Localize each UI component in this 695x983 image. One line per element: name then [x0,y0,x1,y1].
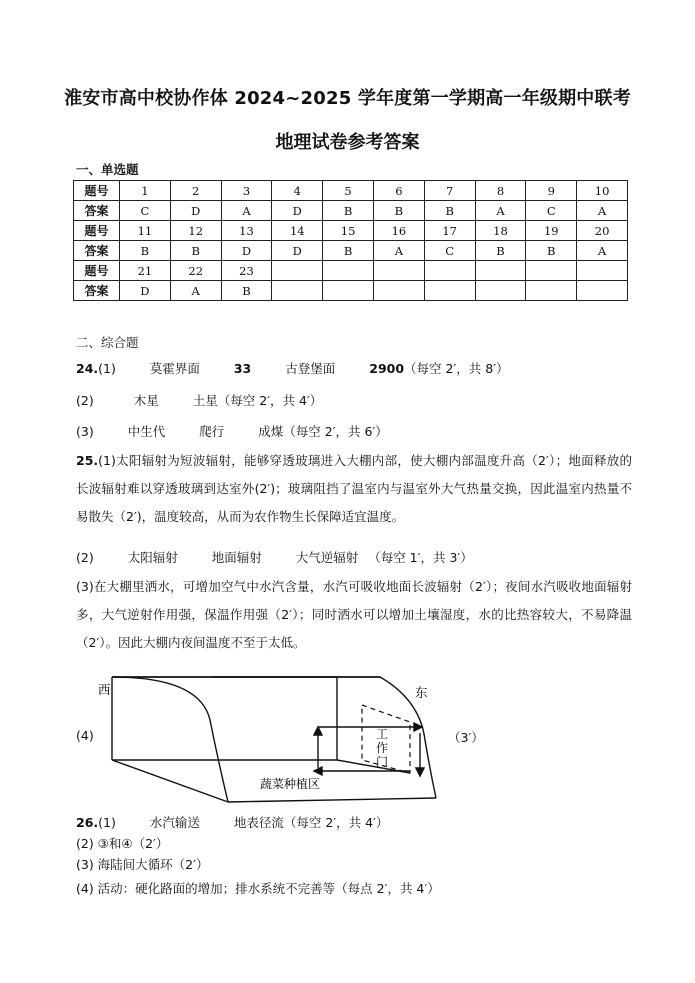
document-title: 淮安市高中校协作体 2024~2025 学年度第一学期高一年级期中联考 [64,88,631,109]
q25-part1: 25.(1)太阳辐射为短波辐射，能够穿透玻璃进入大棚内部，使大棚内部温度升高（2′）；地面释放的长波辐射难以穿透玻璃到达室外(2′)；玻璃阻挡了温室内与温室外大气热量交换，因此温室内热量不易散失（2′)，温度较高，从而为农作物生长保障适宜温度。 [76,453,632,524]
question-number-cell: 22 [170,261,221,281]
answer-cell: C [120,201,171,221]
question-number-cell: 4 [272,181,323,201]
answer-cell: B [424,201,475,221]
question-number-cell: 1 [120,181,171,201]
answer-cell: C [526,201,577,221]
row-header-answer: 答案 [74,201,120,221]
q25-part4-label: (4) [76,728,94,743]
question-number-cell: 10 [577,181,628,201]
answer-cell: B [323,201,374,221]
question-number-cell: 18 [475,221,526,241]
question-number-cell: 5 [323,181,374,201]
question-number-cell: 11 [120,221,171,241]
answer-cell: D [170,201,221,221]
question-number-cell: 23 [221,261,272,281]
answer-cell: D [221,241,272,261]
answer-cell: D [272,241,323,261]
question-number-cell: 7 [424,181,475,201]
question-number-cell: 9 [526,181,577,201]
question-number-cell: 3 [221,181,272,201]
answer-cell: A [221,201,272,221]
question-number-cell: 6 [373,181,424,201]
q25-part3: (3)在大棚里洒水，可增加空气中水汽含量，水汽可吸收地面长波辐射（2′）；夜间水汽吸收地面辐射多，大气逆射作用强，保温作用强（2′）；同时洒水可以增加土壤湿度，水的比热容较大，不易降温（2′）。因此大棚内夜间温度不至于太低。 [76,579,632,650]
question-number-cell: 2 [170,181,221,201]
q26-part4: (4) 活动：硬化路面的增加；排水系统不完善等（每点 2′，共 4′） [76,881,440,896]
answer-cell: B [526,241,577,261]
answer-cell: D [272,201,323,221]
answer-cell: D [120,281,171,301]
west-label: 西 [98,682,111,697]
answer-cell: A [373,241,424,261]
row-header-answer: 答案 [74,241,120,261]
row-header-question: 题号 [74,221,120,241]
question-number-cell: 20 [577,221,628,241]
answer-cell: B [323,241,374,261]
answer-cell: A [577,241,628,261]
answer-cell: B [475,241,526,261]
question-number-cell: 8 [475,181,526,201]
row-header-answer: 答案 [74,281,120,301]
planting-area-label: 蔬菜种植区 [260,777,321,791]
q26-part1: 26.(1) 水汽输送 地表径流（每空 2′，共 4′） [76,815,389,830]
q26-part3: (3) 海陆间大循环（2′） [76,857,209,872]
q25-part4-score: （3′） [448,730,484,745]
question-number-cell: 13 [221,221,272,241]
east-label: 东 [415,685,428,700]
section1-heading: 一、单选题 [76,162,139,177]
question-number-cell: 12 [170,221,221,241]
q24-part3: (3) 中生代 爬行 成煤（每空 2′，共 6′） [76,424,388,439]
answer-cell: B [170,241,221,261]
answer-cell: A [577,201,628,221]
q24-part2: (2) 木星 土星（每空 2′，共 4′） [76,393,323,408]
row-header-question: 题号 [74,181,120,201]
answer-cell: A [475,201,526,221]
question-number-cell: 21 [120,261,171,281]
answer-cell: C [424,241,475,261]
question-number-cell: 19 [526,221,577,241]
section2-heading: 二、综合题 [76,335,139,350]
question-number-cell: 14 [272,221,323,241]
q25-part2: (2) 太阳辐射 地面辐射 大气逆辐射 （每空 1′，共 3′） [76,550,473,565]
question-number-cell: 15 [323,221,374,241]
answer-cell: A [170,281,221,301]
work-door-label: 工作门 [376,727,389,769]
q26-part2: (2) ③和④（2′） [76,836,169,851]
q24-part1: 24.(1) 莫霍界面 33 古登堡面 2900（每空 2′，共 8′） [76,361,509,376]
answer-cell: B [373,201,424,221]
row-header-question: 题号 [74,261,120,281]
document-subtitle: 地理试卷参考答案 [275,132,420,153]
question-number-cell: 17 [424,221,475,241]
question-number-cell: 16 [373,221,424,241]
answer-cell: B [120,241,171,261]
answer-cell: B [221,281,272,301]
